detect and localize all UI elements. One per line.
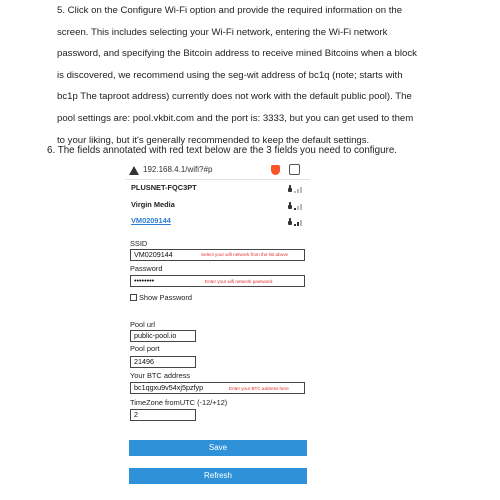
warning-icon: [129, 166, 139, 175]
pool-port-label: Pool port: [130, 344, 160, 353]
paragraph-line: bc1p The taproot address) currently does not work with the default public pool). The: [57, 91, 412, 103]
tab-count-icon[interactable]: [289, 164, 300, 175]
lock-icon: [288, 221, 292, 225]
pool-url-label: Pool url: [130, 320, 156, 329]
paragraph-line: screen. This includes selecting your Wi-Fi network, entering the Wi-Fi network: [57, 26, 388, 38]
network-item-vm0209144[interactable]: VM0209144: [131, 216, 171, 225]
paragraph-line: password, and specifying the Bitcoin address to receive mined Bitcoins when a block: [57, 48, 417, 60]
lock-icon: [288, 205, 292, 209]
paragraph-line: to your liking, but it's generally recommended to keep the default settings.: [57, 134, 370, 146]
network-item-virgin-media[interactable]: Virgin Media: [131, 200, 175, 209]
refresh-button[interactable]: Refresh: [129, 468, 307, 484]
btc-address-hint: Enter your BTC address here: [229, 386, 289, 391]
step-5-paragraph: [57, 0, 477, 151]
pool-url-value: public-pool.io: [134, 331, 177, 340]
timezone-input[interactable]: [130, 409, 196, 421]
password-hint: Enter your wifi network password: [205, 279, 273, 284]
password-value: ••••••••: [134, 276, 155, 285]
step-6-paragraph: 6. The fields annotated with red text below are the 3 fields you need to configure.: [47, 145, 398, 156]
signal-icon: [294, 218, 304, 226]
ssid-hint: Select your wifi network from the list above: [201, 252, 289, 257]
password-label: Password: [130, 264, 163, 273]
url-text[interactable]: 192.168.4.1/wifi?#p: [143, 165, 213, 174]
paragraph-line: 5. Click on the Configure Wi-Fi option and provide the required information on the: [57, 5, 403, 16]
pool-port-value: 21496: [134, 357, 154, 366]
ssid-label: SSID: [130, 239, 148, 248]
timezone-value: 2: [134, 410, 138, 419]
browser-address-bar[interactable]: [125, 163, 310, 180]
paragraph-line: pool settings are: pool.vkbit.com and the port is: 3333, but you can get used to them: [57, 112, 414, 124]
btc-address-value: bc1qgxu9v54xj5pzfyp: [134, 383, 204, 392]
signal-icon: [294, 202, 304, 210]
pool-url-input[interactable]: [130, 330, 196, 342]
network-item-plusnet[interactable]: PLUSNET-FQC3PT: [131, 183, 197, 192]
pool-port-input[interactable]: [130, 356, 196, 368]
show-password-label[interactable]: Show Password: [139, 293, 192, 302]
show-password-checkbox[interactable]: [130, 294, 137, 301]
wifi-config-screenshot: [125, 163, 310, 493]
save-button[interactable]: Save: [129, 440, 307, 456]
lock-icon: [288, 188, 292, 192]
ssid-value: VM0209144: [134, 250, 173, 259]
btc-address-label: Your BTC address: [130, 371, 191, 380]
brave-shield-icon[interactable]: [271, 165, 280, 175]
timezone-label: TimeZone fromUTC (-12/+12): [130, 398, 228, 407]
signal-icon: [294, 185, 304, 193]
paragraph-line: is discovered, we recommend using the seg-wit address of bc1q (note; starts with: [57, 69, 403, 81]
